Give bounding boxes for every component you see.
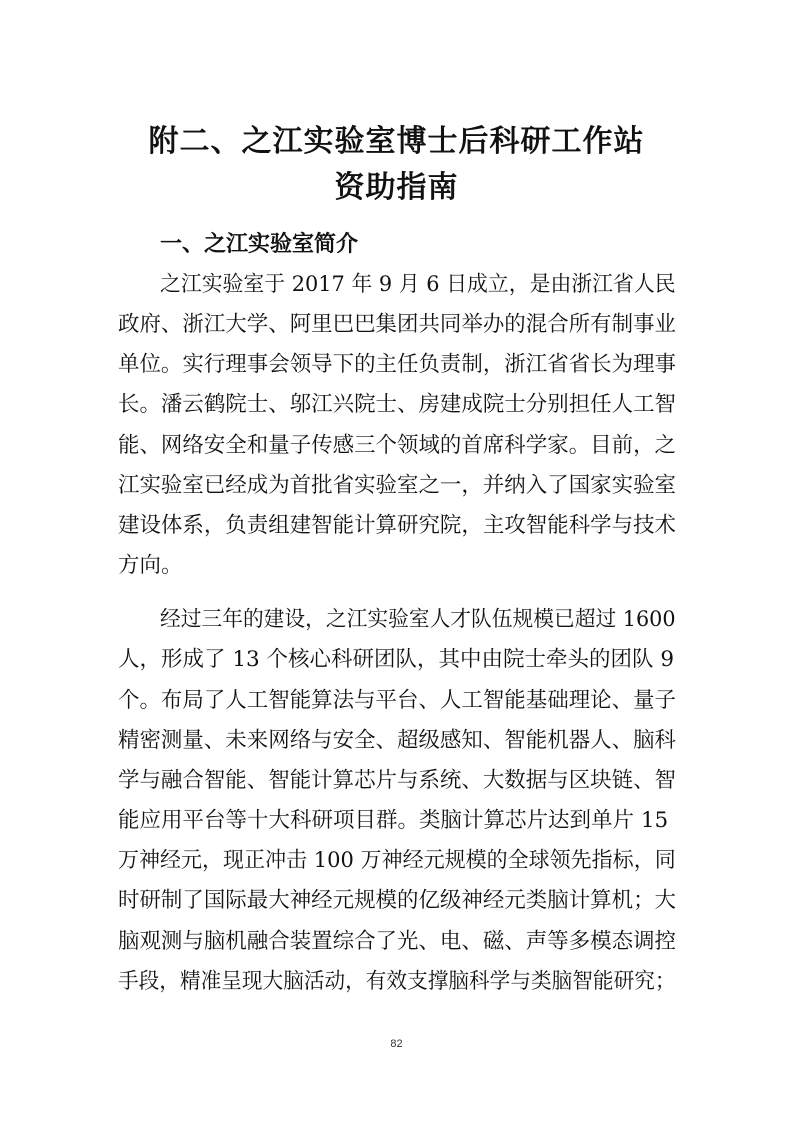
paragraph-line: 长。潘云鹤院士、邬江兴院士、房建成院士分别担任人工智 — [118, 392, 677, 417]
paragraph-line: 时研制了国际最大神经元规模的亿级神经元类脑计算机；大 — [118, 888, 677, 913]
document-title-line-2: 资助指南 — [334, 170, 459, 205]
paragraph-line: 单位。实行理事会领导下的主任负责制，浙江省省长为理事 — [118, 352, 677, 377]
paragraph-line: 之江实验室于 2017 年 9 月 6 日成立，是由浙江省人民 — [160, 272, 676, 297]
paragraph-line: 学与融合智能、智能计算芯片与系统、大数据与区块链、智 — [118, 768, 677, 793]
paragraph-line: 能应用平台等十大科研项目群。类脑计算芯片达到单片 15 — [118, 808, 669, 833]
paragraph-line: 建设体系，负责组建智能计算研究院，主攻智能科学与技术 — [118, 513, 677, 538]
paragraph-line: 能、网络安全和量子传感三个领域的首席科学家。目前，之 — [118, 433, 677, 458]
paragraph-line: 经过三年的建设，之江实验室人才队伍规模已超过 1600 — [160, 607, 676, 632]
paragraph-line: 江实验室已经成为首批省实验室之一，并纳入了国家实验室 — [118, 473, 677, 498]
document-title-line-1: 附二、之江实验室博士后科研工作站 — [148, 124, 645, 159]
paragraph-line: 精密测量、未来网络与安全、超级感知、智能机器人、脑科 — [118, 728, 677, 753]
paragraph-line: 万神经元，现正冲击 100 万神经元规模的全球领先指标，同 — [118, 848, 676, 873]
paragraph-line: 政府、浙江大学、阿里巴巴集团共同举办的混合所有制事业 — [118, 312, 677, 337]
paragraph-line: 人，形成了 13 个核心科研团队，其中由院士牵头的团队 9 — [118, 647, 675, 672]
paragraph-line: 脑观测与脑机融合装置综合了光、电、磁、声等多模态调控 — [118, 929, 677, 954]
paragraph-line: 手段，精准呈现大脑活动，有效支撑脑科学与类脑智能研究； — [118, 969, 676, 994]
paragraph-line: 方向。 — [118, 553, 183, 578]
section-heading-intro: 一、之江实验室简介 — [160, 232, 359, 257]
paragraph-line: 个。布局了人工智能算法与平台、人工智能基础理论、量子 — [118, 688, 677, 713]
page-number: 82 — [390, 1038, 403, 1050]
